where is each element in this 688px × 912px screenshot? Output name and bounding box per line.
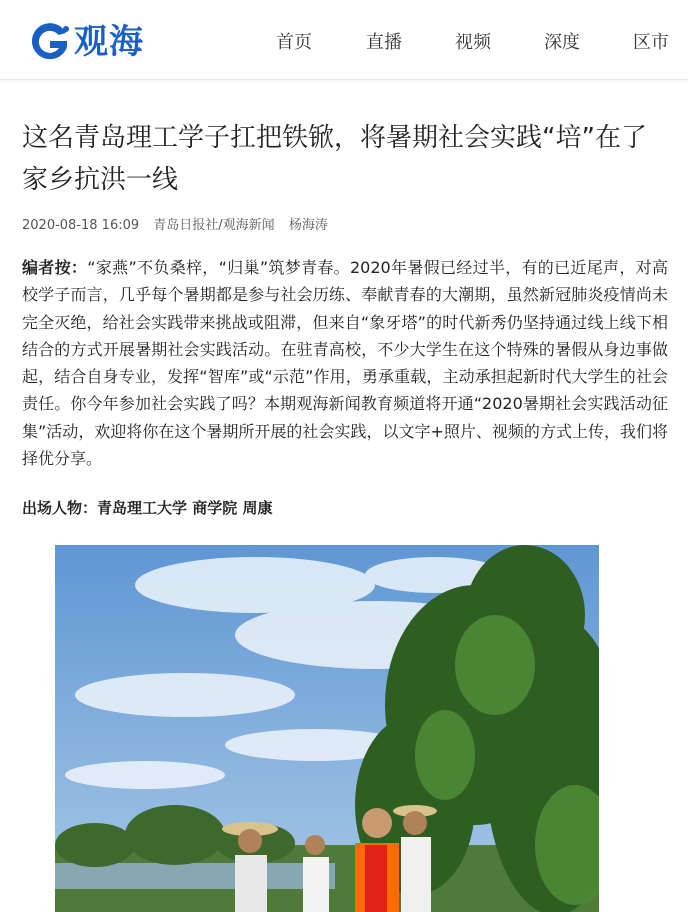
article-author: 杨海涛 (288, 218, 328, 233)
logo-text: 观海 (74, 22, 144, 62)
main-nav (0, 28, 688, 58)
site-header (0, 0, 688, 80)
nav-home[interactable]: 首页 (276, 32, 312, 53)
publish-date: 2020-08-18 16:09 (22, 218, 140, 233)
nav-depth[interactable]: 深度 (544, 32, 580, 53)
featured-persons: 出场人物：青岛理工大学 商学院 周康 (22, 499, 273, 517)
nav-district[interactable]: 区市 (633, 32, 669, 53)
article-title: 这名青岛理工学子扛把铁锨，将暑期社会实践“培”在了家乡抗洪一线 (22, 123, 647, 195)
nav-live[interactable]: 直播 (366, 32, 402, 53)
editor-note (22, 254, 668, 472)
editor-note-text: “家燕”不负桑梓，“归巢”筑梦青春。2020年暑假已经过半，有的已近尾声，对高校学子而言，几乎每个暑期都是参与社会历练、奉献青春的大潮期，虽然新冠肺炎疫情尚未完全灭绝，给社会实践带来挑战或阻滞，但来自“象牙塔”的时代新秀仍坚持通过线上线下相结合的方式开展暑期社会实践活动。在驻青高校，不少大学生在这个特殊的暑假从身边事做起，结合自身专业，发挥“智库”或“示范”作用，勇承重载，主动承担起新时代大学生的社会责任。你今年参加社会实践了吗？本期观海新闻教育频道将开通“2020暑期社会实践活动征集”活动，欢迎将你在这个暑期所开展的社会实践，以文字+照片、视频的方式上传，我们将择优分享。 (22, 258, 668, 469)
article-meta (22, 214, 338, 233)
article-source[interactable]: 青岛日报社/观海新闻 (153, 218, 275, 233)
article-photo (55, 545, 599, 912)
nav-video[interactable]: 视频 (455, 32, 491, 53)
flood-scene-image (55, 545, 599, 912)
editor-note-label: 编者按： (22, 258, 88, 277)
